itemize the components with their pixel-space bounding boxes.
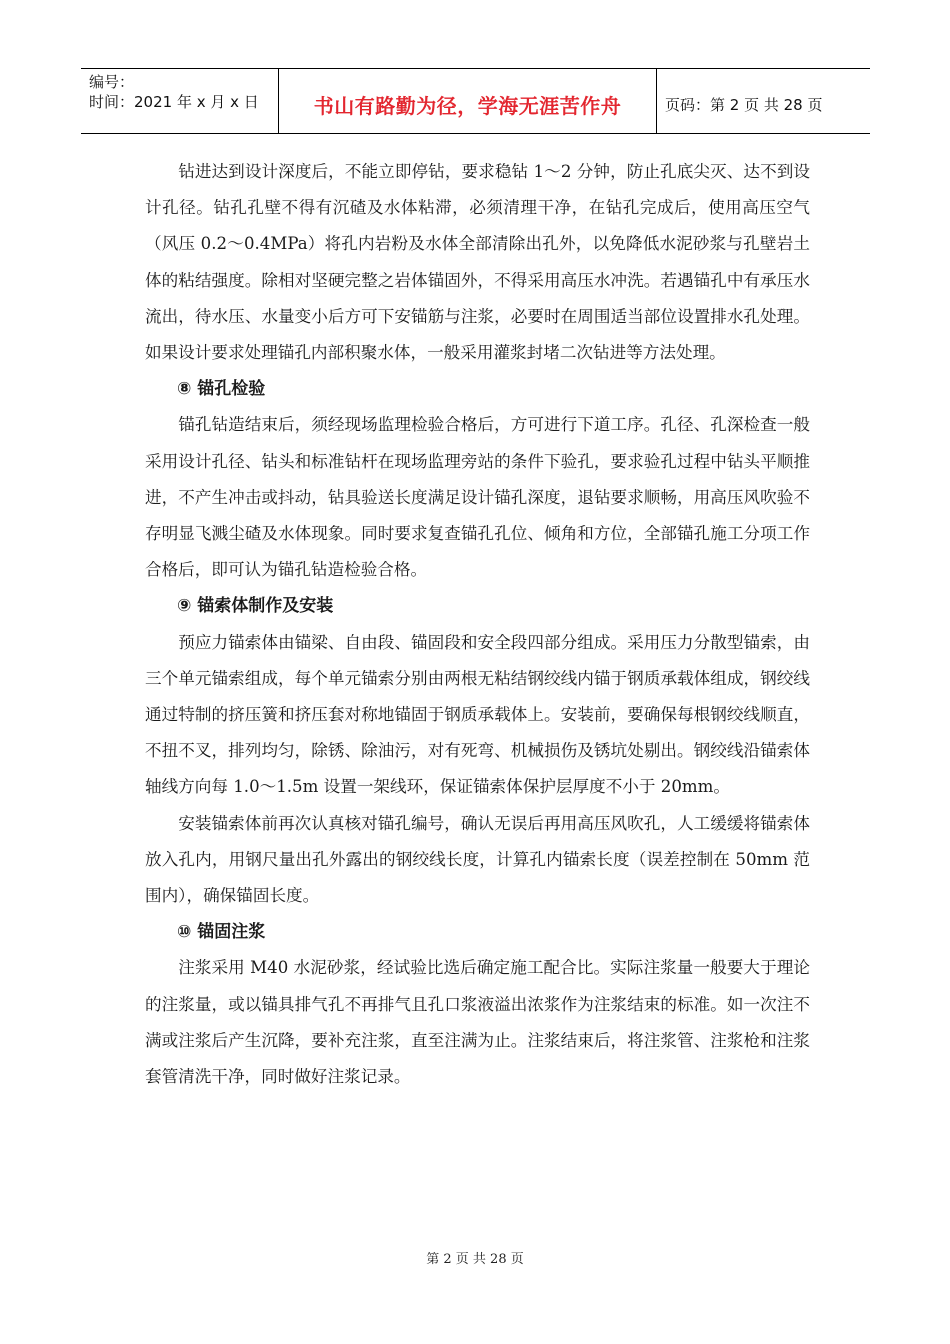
page-footer: 第 2 页 共 28 页 [426, 1252, 524, 1267]
section-heading-hole-inspection: ⑧ 锚孔检验 [177, 379, 266, 400]
section-heading-grouting: ⑩ 锚固注浆 [177, 922, 266, 943]
document-number-label: 编号： [89, 73, 135, 91]
paragraph-drilling-depth: 钻进达到设计深度后，不能立即停钻，要求稳钻 1～2 分钟，防止孔底尖灭、达不到设计孔径。钻孔孔壁不得有沉碴及水体粘滞，必须清理干净，在钻孔完成后，使用高压空气（风压 0.2～0.4MPa）将孔内岩粉及水体全部清除出孔外，以免降低水泥砂浆与孔壁岩土体的粘结强度。除相对坚硬完整之岩体锚固外，不得采用高压水冲洗。若遇锚孔中有承压水流出，待水压、水量变小后方可下安锚筋与注浆，必要时在周围适当部位设置排水孔处理。如果设计要求处理锚孔内部积聚水体，一般采用灌浆封堵二次钻进等方法处理。 [145, 162, 810, 363]
paragraph-anchor-installation: 安装锚索体前再次认真核对锚孔编号，确认无误后再用高压风吹孔，人工缓缓将锚索体放入孔内，用钢尺量出孔外露出的钢绞线长度，计算孔内锚索长度（误差控制在 50mm 范围内），确保锚固长度。 [145, 813, 810, 906]
section-heading-anchor-fabrication: ⑨ 锚索体制作及安装 [177, 596, 334, 617]
header-table [81, 68, 870, 134]
document-body [145, 154, 810, 1095]
paragraph-anchor-fabrication: 预应力锚索体由锚梁、自由段、锚固段和安全段四部分组成。采用压力分散型锚索，由三个单元锚索组成，每个单元锚索分别由两根无粘结钢绞线内锚于钢质承载体组成，钢绞线通过特制的挤压簧和挤压套对称地锚固于钢质承载体上。安装前，要确保每根钢绞线顺直，不扭不叉，排列均匀，除锈、除油污，对有死弯、机械损伤及锈坑处剔出。钢绞线沿锚索体轴线方向每 1.0～1.5m 设置一架线环，保证锚索体保护层厚度不小于 20mm。 [145, 632, 810, 797]
paragraph-hole-inspection: 锚孔钻造结束后，须经现场监理检验合格后，方可进行下道工序。孔径、孔深检查一般采用设计孔径、钻头和标准钻杆在现场监理旁站的条件下验孔，要求验孔过程中钻头平顺推进，不产生冲击或抖动，钻具验送长度满足设计锚孔深度，退钻要求顺畅，用高压风吹验不存明显飞溅尘碴及水体现象。同时要求复查锚孔孔位、倾角和方位，全部锚孔施工分项工作合格后，即可认为锚孔钻造检验合格。 [145, 415, 810, 580]
header-page-info: 页码：第 2 页 共 28 页 [665, 95, 823, 114]
document-date: 时间：2021 年 x 月 x 日 [89, 93, 259, 111]
paragraph-grouting: 注浆采用 M40 水泥砂浆，经试验比选后确定施工配合比。实际注浆量一般要大于理论的注浆量，或以锚具排气孔不再排气且孔口浆液溢出浓浆作为注浆结束的标准。如一次注不满或注浆后产生沉降，要补充注浆，直至注满为止。注浆结束后，将注浆管、注浆枪和注浆套管清洗干净，同时做好注浆记录。 [145, 958, 810, 1087]
header-motto: 书山有路勤为径，学海无涯苦作舟 [279, 69, 657, 133]
header-meta [81, 69, 279, 133]
